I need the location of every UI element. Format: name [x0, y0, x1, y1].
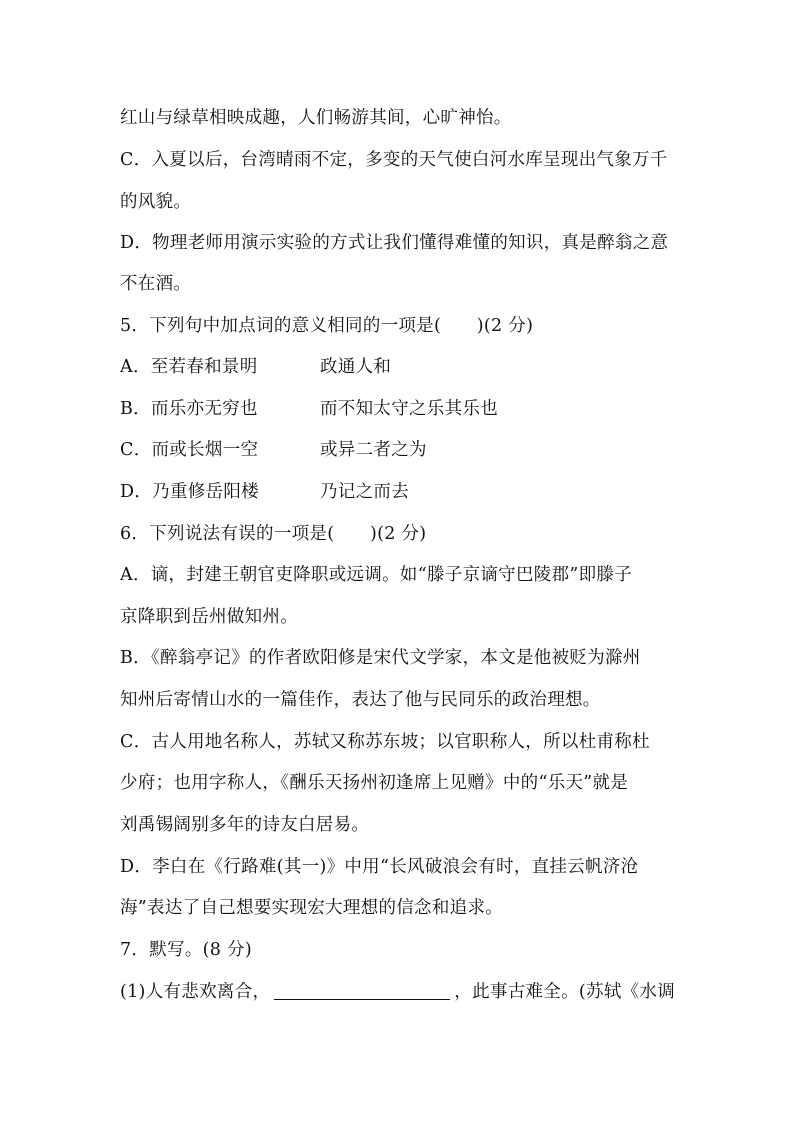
- option-pair: 或异二者之为: [320, 440, 427, 460]
- question-5-option-d: [120, 480, 409, 504]
- question-6-line: 知州后寄情山水的一篇佳作，表达了他与民同乐的政治理想。: [120, 690, 601, 710]
- question-6-line: C．古人用地名称人，苏轼又称苏东坡；以官职称人，所以杜甫称杜: [120, 732, 650, 752]
- text-line: C．入夏以后，台湾晴雨不定，多变的天气使白河水库呈现出气象万千: [120, 150, 668, 170]
- question-6-line: D．李白在《行路难(其一)》中用“长风破浪会有时，直挂云帆济沧: [120, 857, 639, 877]
- answer-blank[interactable]: [274, 981, 450, 1000]
- option-label: C．而或长烟一空: [120, 440, 259, 460]
- question-7-item-1: [120, 980, 675, 1004]
- option-pair: 而不知太守之乐其乐也: [320, 399, 498, 419]
- text-line: D．物理老师用演示实验的方式让我们懂得难懂的知识，真是醉翁之意: [120, 233, 669, 253]
- question-6-line: 少府；也用字称人，《酬乐天扬州初逢席上见赠》中的“乐天”就是: [120, 773, 629, 793]
- item-text-after: ，此事古难全。(苏轼《水调: [454, 982, 676, 1002]
- question-6-line: 海”表达了自己想要实现宏大理想的信念和追求。: [120, 898, 504, 918]
- question-5-option-a: [120, 355, 392, 379]
- option-label: B．而乐亦无穷也: [120, 399, 258, 419]
- question-6-stem: 6．下列说法有误的一项是( )(2 分): [120, 524, 427, 544]
- question-6-line: 刘禹锡阔别多年的诗友白居易。: [120, 815, 370, 835]
- option-label: A．至若春和景明: [120, 357, 258, 377]
- text-line: 红山与绿草相映成趣，人们畅游其间，心旷神怡。: [120, 108, 512, 128]
- question-5-stem: 5．下列句中加点词的意义相同的一项是( )(2 分): [120, 316, 534, 336]
- question-5-option-b: [120, 397, 498, 421]
- option-pair: 政通人和: [320, 357, 392, 377]
- option-pair: 乃记之而去: [320, 482, 409, 502]
- question-6-line: B．《醉翁亭记》的作者欧阳修是宋代文学家，本文是他被贬为滁州: [120, 648, 641, 668]
- option-label: D．乃重修岳阳楼: [120, 482, 259, 502]
- question-5-option-c: [120, 438, 427, 462]
- item-text-before: (1)人有悲欢离合，: [120, 982, 271, 1002]
- text-line: 的风貌。: [120, 192, 192, 212]
- question-6-line: A．谪，封建王朝官吏降职或远调。如“滕子京谪守巴陵郡”即滕子: [120, 565, 633, 585]
- text-line: 不在酒。: [120, 274, 192, 294]
- question-7-stem: 7．默写。(8 分): [120, 940, 252, 960]
- question-6-line: 京降职到岳州做知州。: [120, 607, 298, 627]
